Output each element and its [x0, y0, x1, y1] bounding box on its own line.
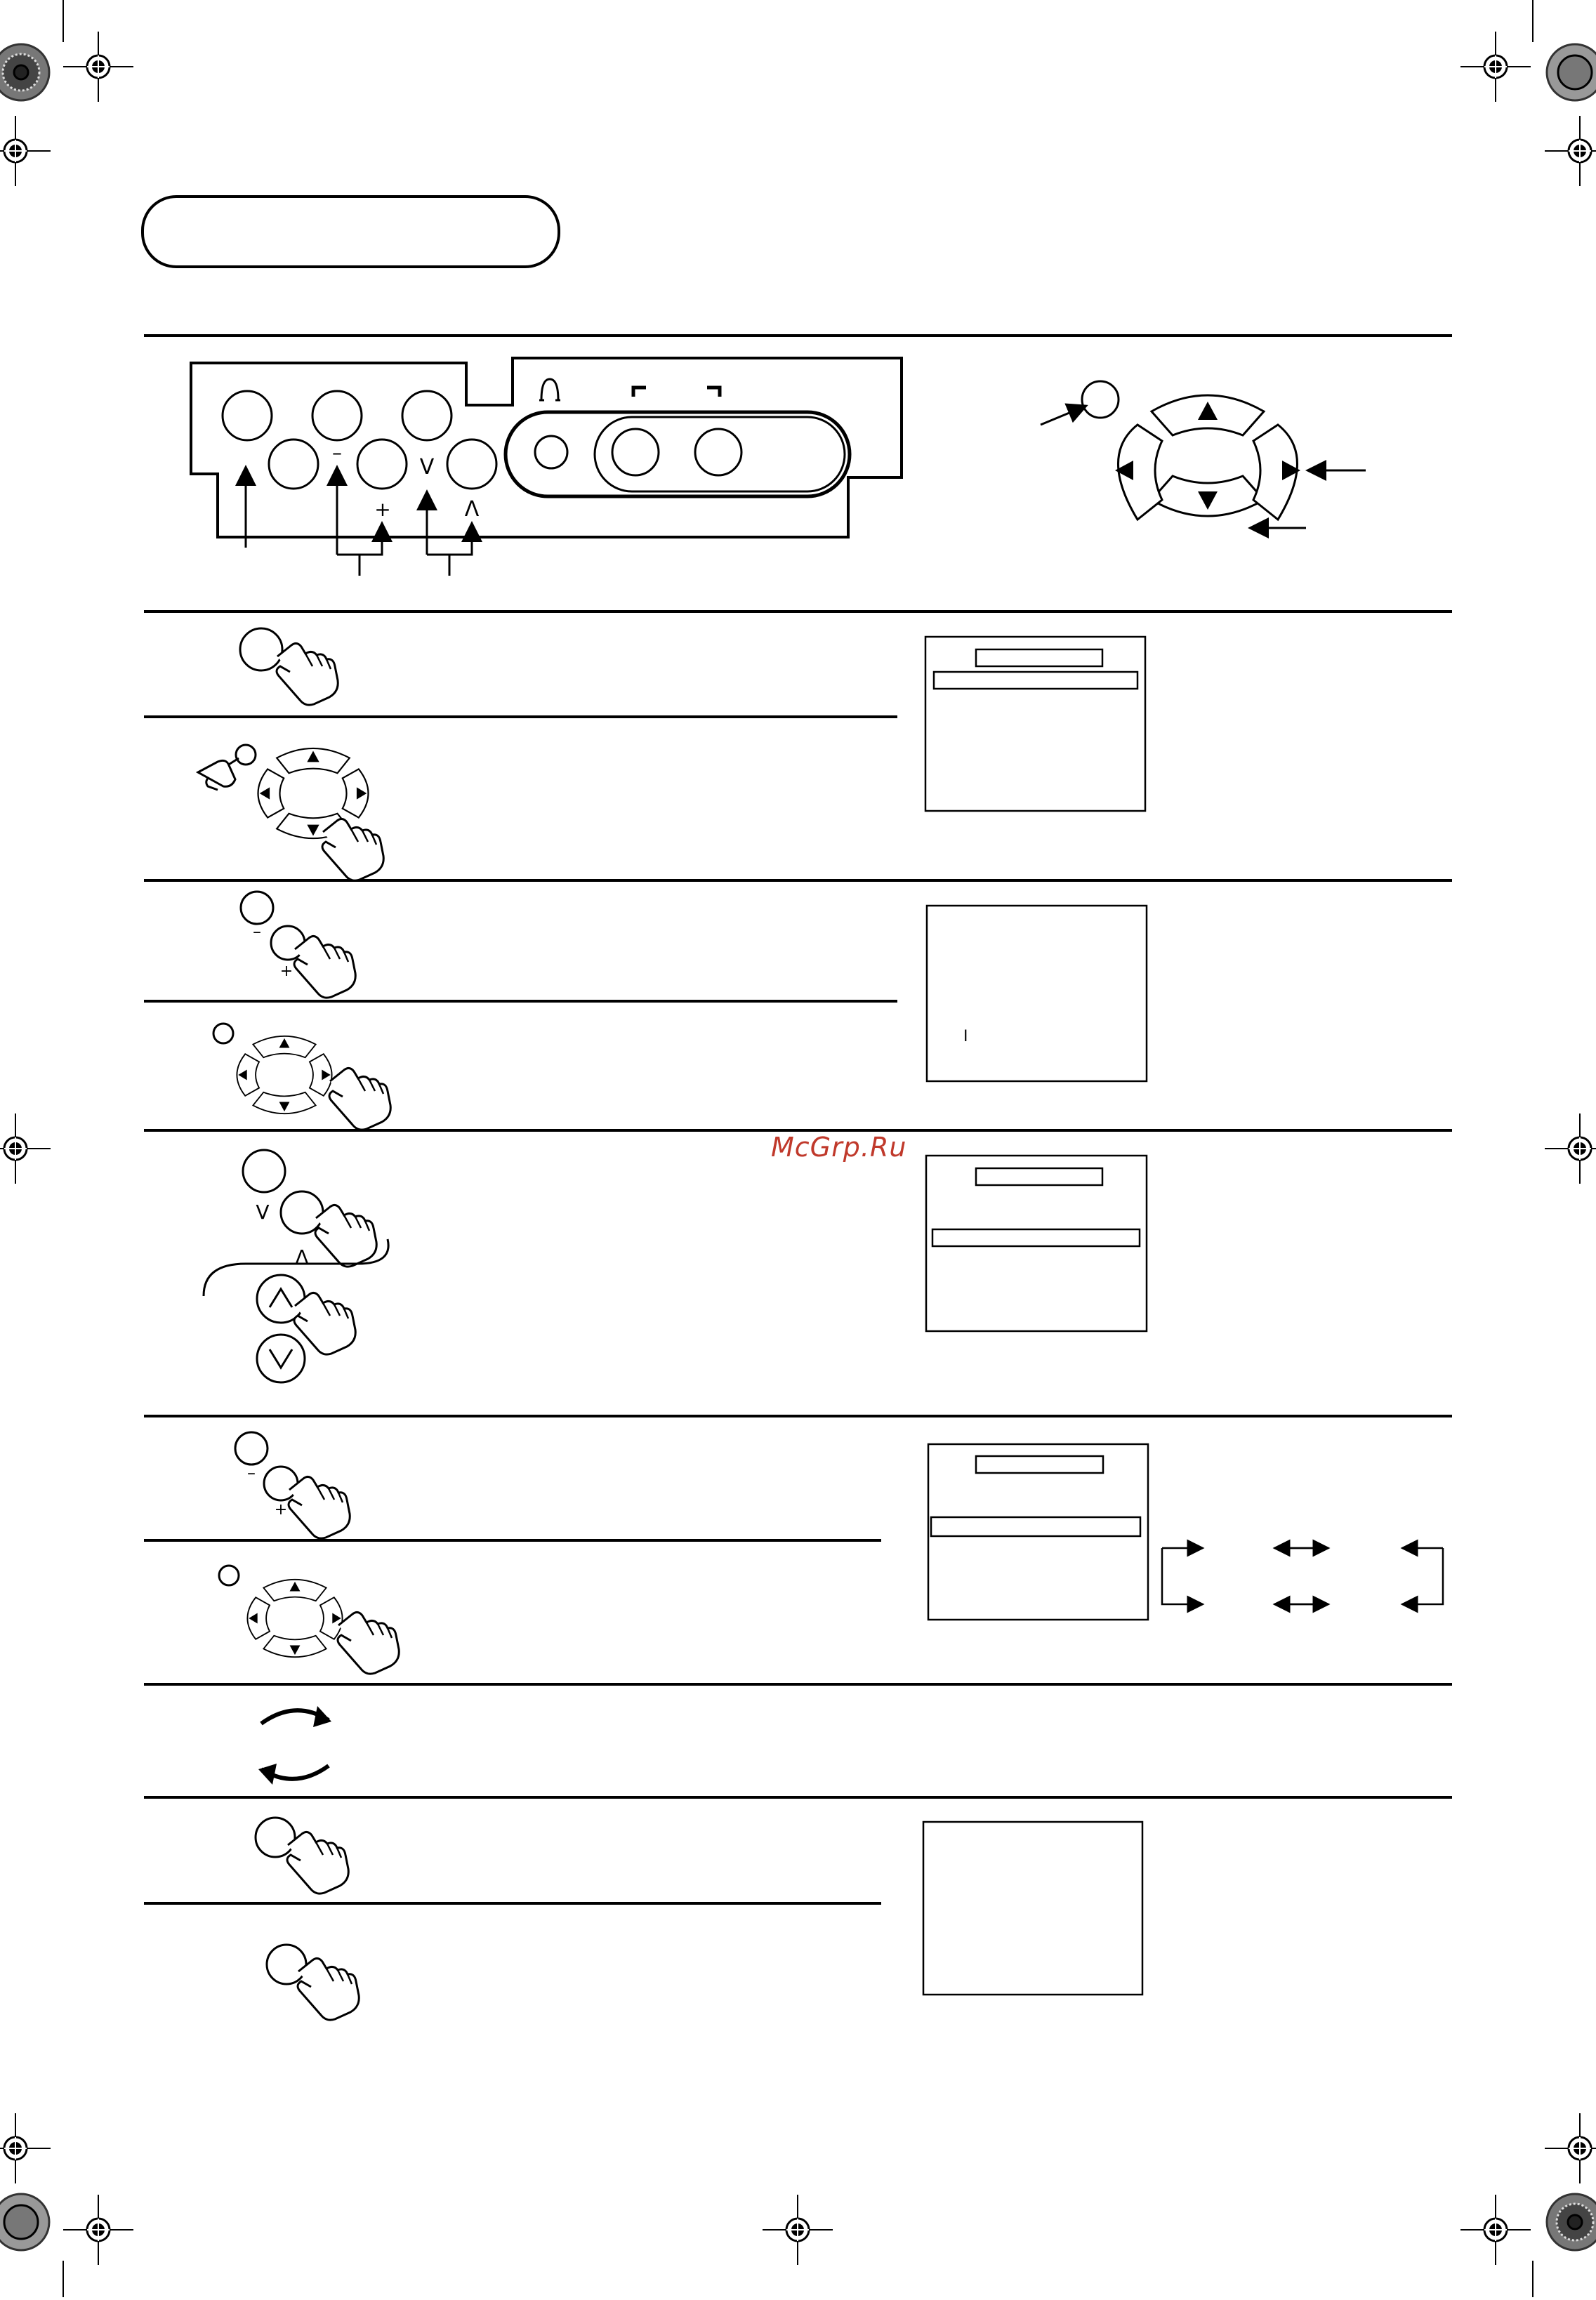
step5-up-label: Λ — [295, 1245, 309, 1269]
step-5-program-select — [204, 1150, 388, 1382]
watermark: McGrp.Ru — [771, 1132, 907, 1163]
panel-minus-label: – — [332, 441, 342, 464]
chevron-up-icon — [270, 1289, 292, 1307]
step-4-dpad-right — [213, 1024, 390, 1130]
av-socket-2 — [695, 429, 741, 475]
remote-menu-button[interactable] — [1082, 381, 1119, 418]
color-target-bottom-right — [1547, 2194, 1596, 2250]
screen2-cursor: I — [963, 1028, 968, 1045]
step-8-repeat-arrows — [258, 1706, 331, 1785]
bracket-left-icon — [633, 388, 646, 397]
headphone-icon — [539, 379, 560, 400]
panel-button-1[interactable] — [223, 391, 272, 440]
color-target-bottom-left — [0, 2194, 49, 2250]
panel-button-menu[interactable] — [269, 439, 318, 489]
step3-plus-label: + — [279, 963, 294, 980]
section-rules — [144, 336, 1452, 1903]
section-header-box — [143, 197, 559, 267]
panel-up-label: Λ — [464, 497, 480, 522]
step3-minus-label: – — [253, 922, 261, 941]
color-target-top-right — [1547, 44, 1596, 100]
tv-screen-5 — [923, 1822, 1142, 1995]
step-2-dpad-down — [198, 745, 383, 880]
remote-dpad-large — [1041, 381, 1366, 528]
bracket-right-icon — [707, 388, 720, 397]
panel-button-program[interactable] — [447, 439, 496, 489]
step-6-volume-adjust — [235, 1432, 350, 1538]
chevron-down-icon — [270, 1349, 292, 1368]
step-10-press-button — [267, 1945, 359, 2020]
step-7-dpad-right — [219, 1566, 399, 1674]
panel-button-volume[interactable] — [357, 439, 407, 489]
panel-plus-label: + — [374, 498, 391, 521]
program-down-button[interactable] — [257, 1335, 305, 1382]
av-socket-1 — [612, 429, 659, 475]
step-3-volume-adjust — [241, 892, 355, 998]
av-socket-bay — [506, 412, 850, 496]
step-9-press-button — [256, 1818, 348, 1893]
step6-plus-label: + — [274, 1501, 288, 1519]
cycle-flow-diagram — [1162, 1548, 1443, 1604]
step6-minus-label: – — [247, 1463, 256, 1483]
tv-screen-1 — [925, 637, 1145, 811]
panel-button-3[interactable] — [402, 391, 451, 440]
tv-screen-2 — [927, 906, 1147, 1081]
color-target-top-left — [0, 44, 49, 100]
panel-button-2[interactable] — [312, 391, 362, 440]
tv-screen-4 — [928, 1444, 1148, 1620]
tv-screen-3 — [926, 1156, 1147, 1331]
panel-down-label: V — [419, 455, 435, 480]
step-1-press-menu — [240, 628, 338, 705]
headphone-socket — [535, 436, 567, 468]
step5-down-label: V — [256, 1201, 270, 1224]
tv-control-panel — [191, 358, 902, 576]
